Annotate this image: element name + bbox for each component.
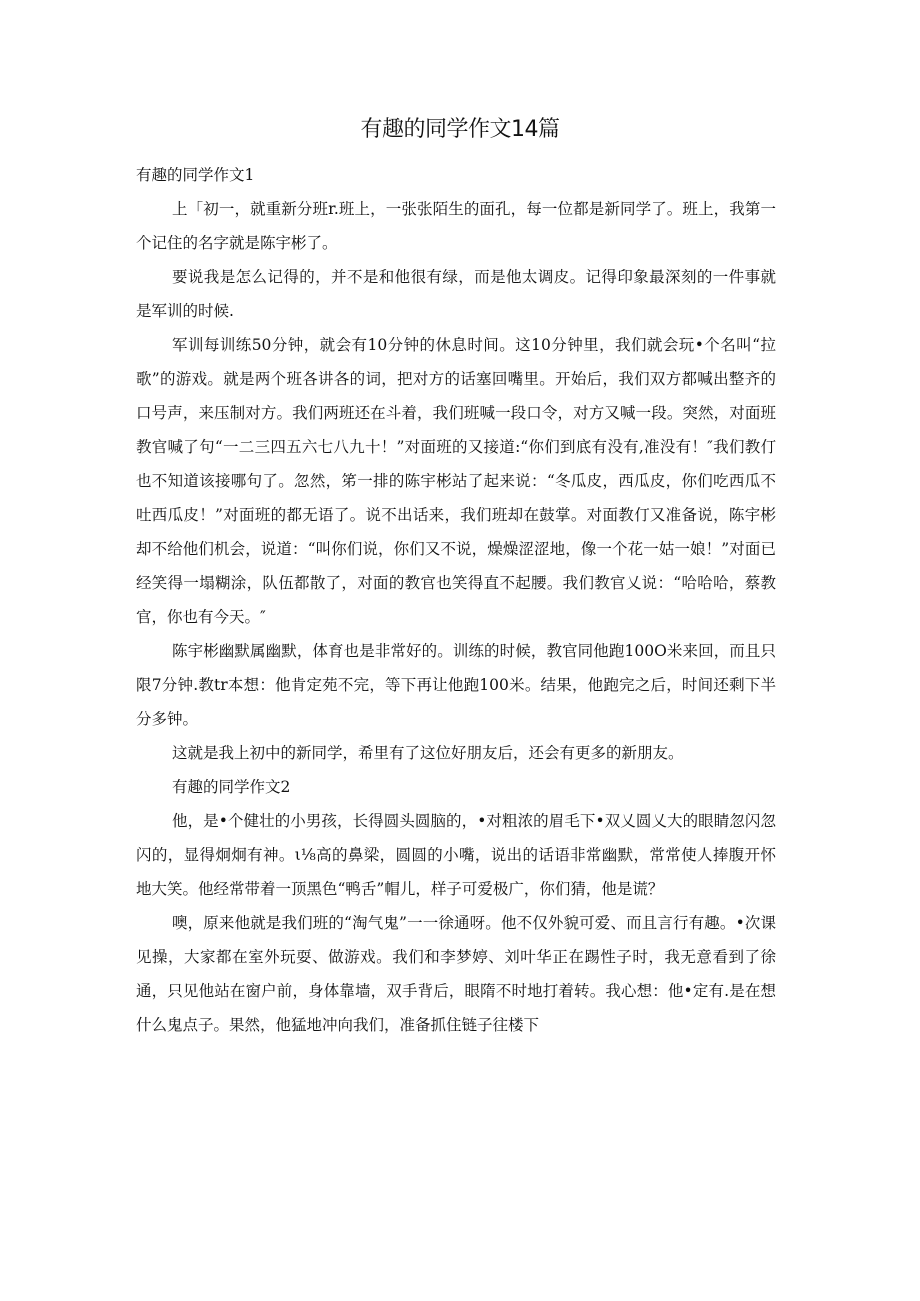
paragraph: 他，是•个健壮的小男孩，长得圆头圆脑的，•对粗浓的眉毛下•双乂圆乂大的眼睛忽闪忽闪的，显得炯炯有神。ι⅛高的鼻梁，圆圆的小嘴，说出的话语非常幽默，常常使人捧腹开怀地大笑。他经常带着一顶黑色“鸭舌”帽儿，样子可爱极广，你们猜，他是谎？ [136,812,776,898]
paragraph: 陈宇彬幽默属幽默，体育也是非常好的。训练的时候，教官同他跑100O米来回，而且只限7分钟.教tr本想：他肯定苑不完，等下再让他跑100米。结果，他跑完之后，时间还剩下半分多钟。 [136,642,776,728]
document-body [136,158,776,1042]
paragraph: 要说我是怎么记得的，并不是和他很有绿，而是他太调皮。记得印象最深刻的一件事就是军训的时候. [136,268,776,320]
paragraph: 军训每训练50分钟，就会有10分钟的休息时间。这10分钟里，我们就会玩•个名叫“拉歌”的游戏。就是两个班各讲各的词，把对方的话塞回嘴里。开始后，我们双方都喊出整齐的口号声，来压制对方。我们两班还在斗着，我们班喊一段口令，对方又喊一段。突然，对面班教官喊了句“一二三四五六七八九十！”对面班的又接道:“你们到底有没有,准没有！″我们教仃也不知道该接哪句了。忽然，笫一排的陈宇彬站了起来说：“冬瓜皮，西瓜皮，你们吃西瓜不吐西瓜皮！”对面班的都无语了。说不出话来，我们班却在鼓掌。对面教仃又准备说，陈宇彬却不给他们机会，说道：“叫你们说，你们又不说，燥燥涩涩地，像一个花一姑一娘！”对面已经笑得一塌糊涂，队伍都散了，对面的教官也笑得直不起腰。我们教官乂说：“哈哈哈，蔡教官，你也有今天。″ [136,336,776,626]
paragraph: 噢，原来他就是我们班的“淘气鬼”一一徐通呀。他不仅外貌可爱、而且言行有趣。•次课见操，大家都在室外玩耍、做游戏。我们和李梦婷、刘叶华正在踢性子时，我无意看到了徐通，只见他站在窗户前，身体靠墙，双手背后，眼隋不时地打着转。我心想：他•定有.是在想什么鬼点子。果然，他猛地冲向我们，准备抓住链子往楼下 [136,914,776,1034]
document-title: 有趣的同学作文14篇 [360,117,560,142]
section-1 [136,158,776,770]
section-heading: 有趣的同学作文1 [136,166,255,184]
section-heading: 有趣的同学作文2 [172,778,291,796]
paragraph: 这就是我上初中的新同学，希里有了这位好朋友后，还会有更多的新朋友。 [172,744,684,762]
paragraph: 上「初一，就重新分班r.班上，一张张陌生的面孔，每一位都是新同学了。班上，我第一个记住的名字就是陈宇彬了。 [136,200,776,252]
section-2 [136,770,776,1042]
